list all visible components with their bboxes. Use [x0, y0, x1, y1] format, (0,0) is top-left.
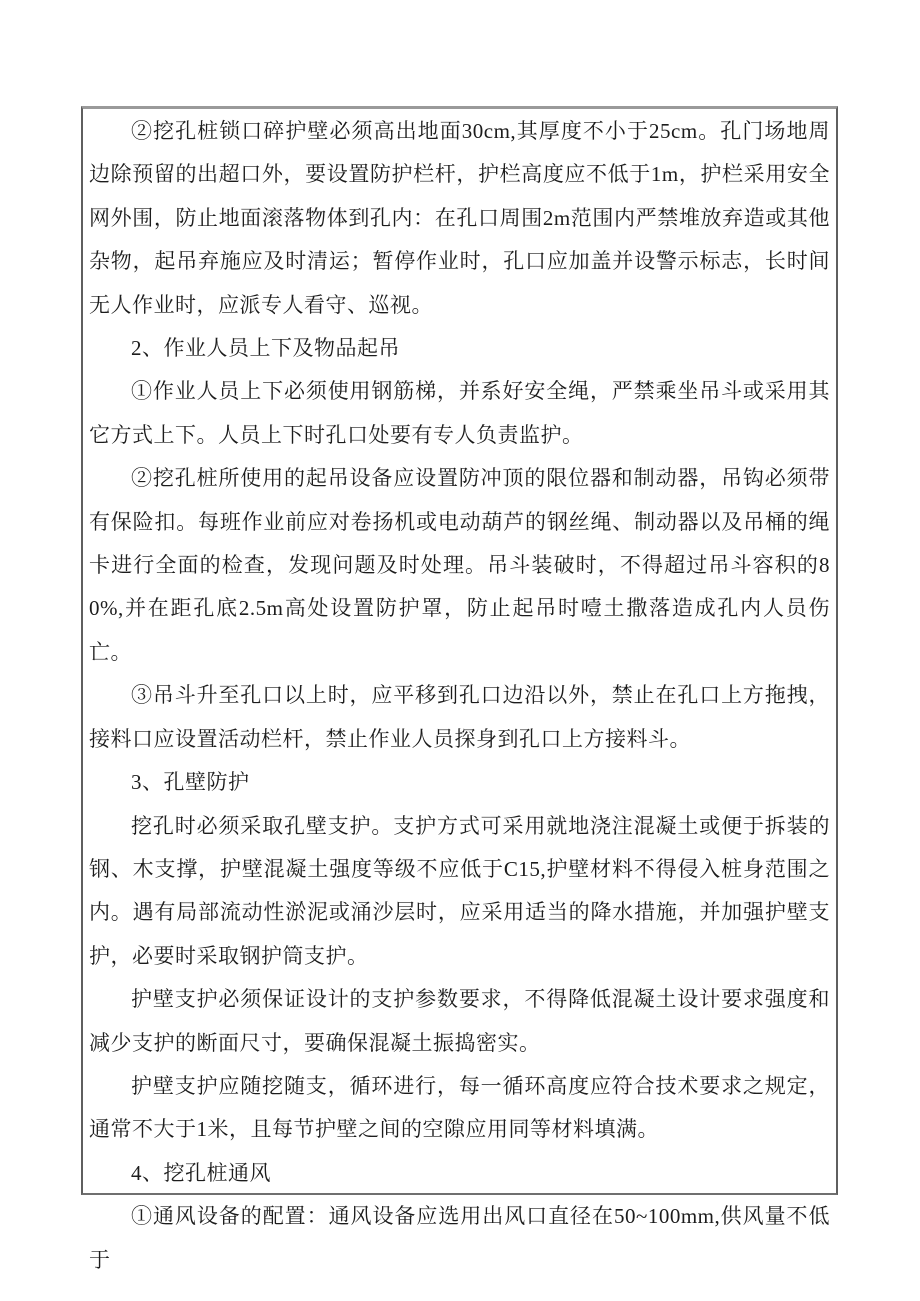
paragraph-support-design-parameters: 护壁支护必须保证设计的支护参数要求，不得降低混凝土设计要求强度和减少支护的断面尺寸，要确保混凝土振捣密实。	[89, 987, 830, 1055]
paragraph-hoisting-equipment-rules: ②挖孔桩所使用的起吊设备应设置防冲顶的限位器和制动器，吊钩必须带有保险扣。每班作业前应对卷扬机或电动葫芦的钢丝绳、制动器以及吊桶的绳卡进行全面的检查，发现问题及时处理。吊斗装破时，不得超过吊斗容积的80%,并在距孔底2.5m高处设置防护罩，防止起吊时噎土撒落造成孔内人员伤亡。	[89, 466, 830, 664]
paragraph-wall-support-methods: 挖孔时必须采取孔壁支护。支护方式可采用就地浇注混凝土或便于拆装的钢、木支撑，护壁混凝土强度等级不应低于C15,护壁材料不得侵入桩身范围之内。遇有局部流动性淤泥或涌沙层时，应采用适当的降水措施，并加强护壁支护，必要时采取钢护筒支护。	[89, 813, 830, 968]
paragraph-personnel-ladder-rules: ①作业人员上下必须使用钢筋梯，并系好安全绳，严禁乘坐吊斗或采用其它方式上下。人员上下时孔口处要有专人负责监护。	[89, 379, 830, 447]
paragraph-support-cycle-height: 护壁支护应随挖随支，循环进行，每一循环高度应符合技术要求之规定，通常不大于1米，且每节护壁之间的空隙应用同等材料填满。	[89, 1073, 830, 1142]
heading-hole-wall-protection: 3、孔壁防护	[131, 770, 250, 795]
paragraph-ventilation-equipment: ①通风设备的配置：通风设备应选用出风口直径在50~100mm,供风量不低于	[89, 1204, 830, 1272]
table-cell	[81, 106, 838, 1272]
paragraph-bucket-lifting-rules: ③吊斗升至孔口以上时，应平移到孔口边沿以外，禁止在孔口上方拖拽，接料口应设置活动栏杆，禁止作业人员探身到孔口上方接料斗。	[89, 683, 830, 751]
paragraph-pile-collar-wall: ②挖孔桩锁口碎护壁必须高出地面30cm,其厚度不小于25cm。孔门场地周边除预留的出超口外，要设置防护栏杆，护栏高度应不低于1m，护栏采用安全网外围，防止地面滚落物体到孔内：在孔口周围2m范围内严禁堆放弃造或其他杂物，起吊弃施应及时清运；暂停作业时，孔口应加盖并设警示标志，长时间无人作业时，应派专人看守、巡视。	[89, 119, 830, 317]
heading-pile-ventilation: 4、挖孔桩通风	[131, 1160, 271, 1185]
heading-personnel-access-and-hoisting: 2、作业人员上下及物品起吊	[131, 336, 400, 361]
